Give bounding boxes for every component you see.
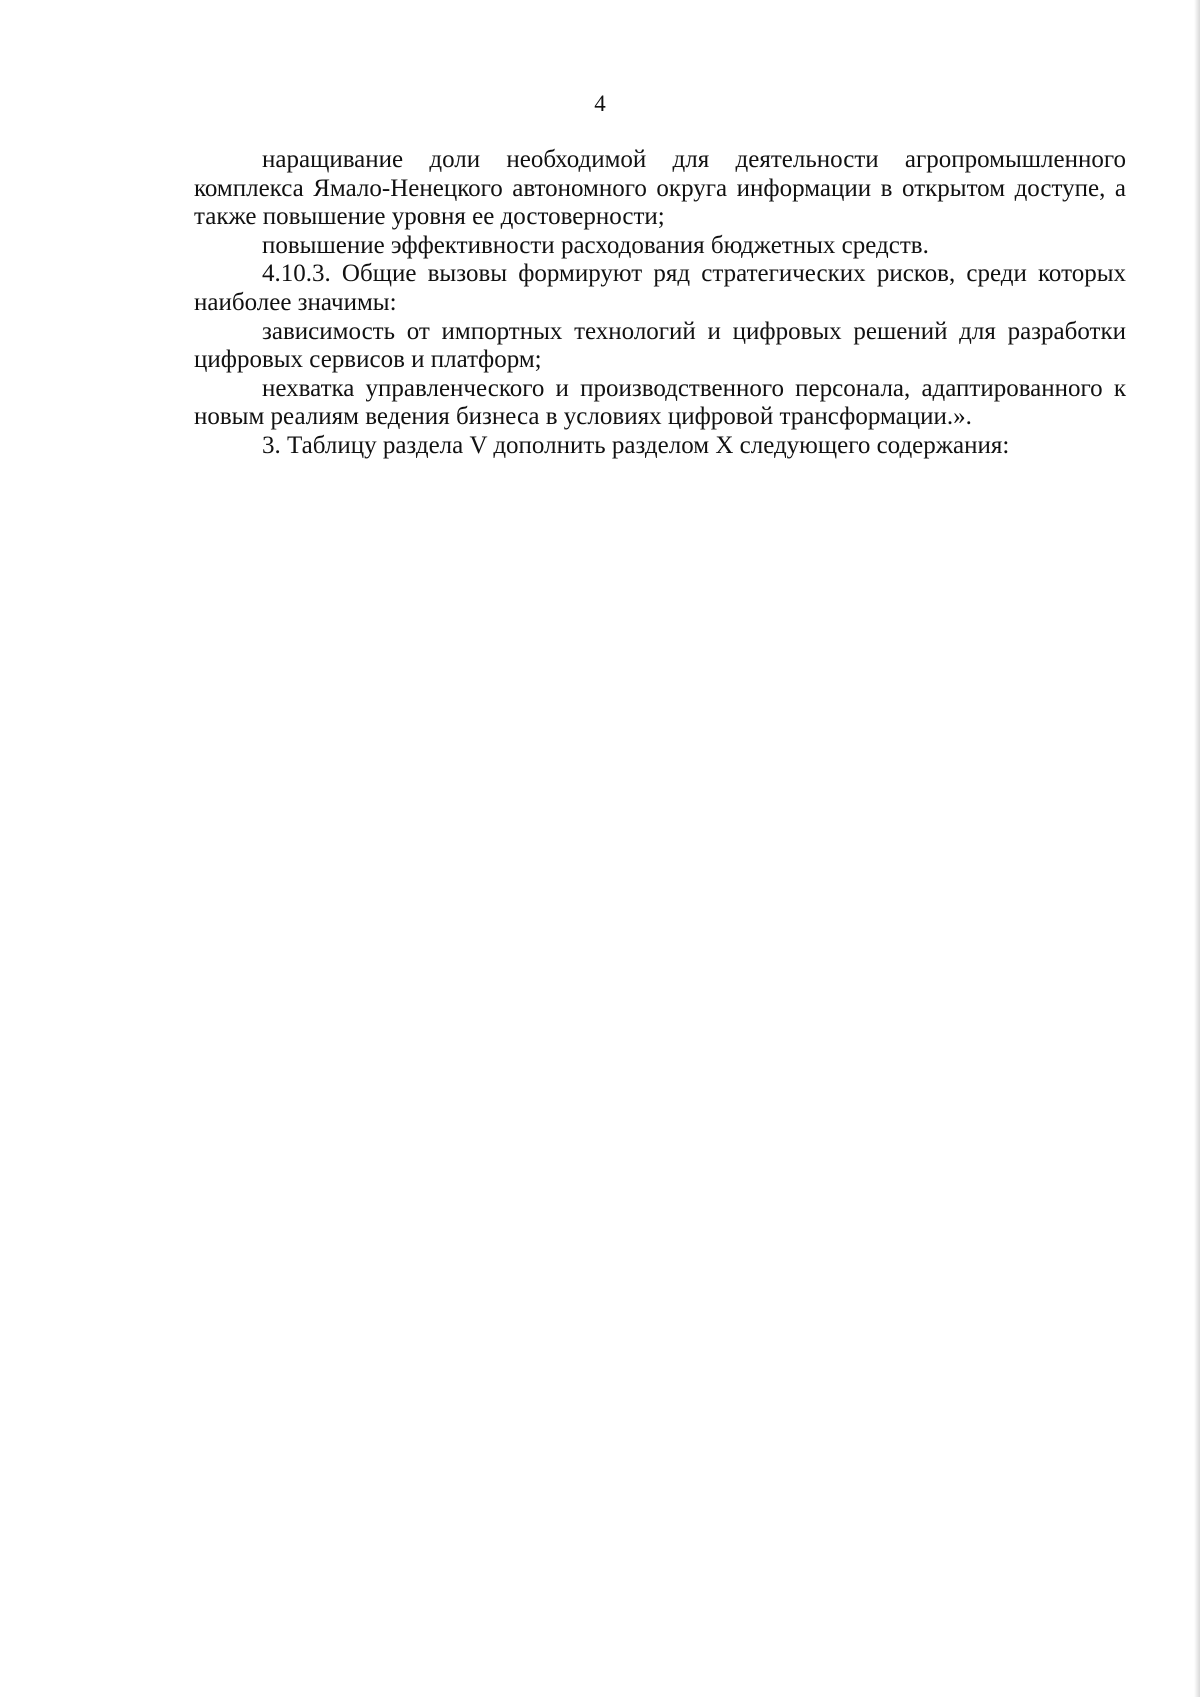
paragraph-import-dependency: зависимость от импортных технологий и цифровых решений для разработки цифровых сервисов и платформ; <box>194 317 1126 374</box>
paragraph-info-access: наращивание доли необходимой для деятельности агропромышленного комплекса Ямало-Ненецкого автономного округа информации в открытом доступе, а также повышение уровня ее достоверности; <box>194 146 1126 231</box>
paragraph-staff-shortage: нехватка управленческого и производственного персонала, адаптированного к новым реалиям ведения бизнеса в условиях цифровой трансформации.». <box>194 374 1126 431</box>
page-edge-shadow <box>1194 0 1200 1697</box>
paragraph-budget-efficiency: повышение эффективности расходования бюджетных средств. <box>262 231 929 259</box>
paragraph-strategic-risks: 4.10.3. Общие вызовы формируют ряд стратегических рисков, среди которых наиболее значимы: <box>194 260 1126 316</box>
page-number: 4 <box>594 91 606 116</box>
paragraph-table-amendment: 3. Таблицу раздела V дополнить разделом X следующего содержания: <box>262 431 1010 459</box>
document-body <box>194 146 1126 461</box>
